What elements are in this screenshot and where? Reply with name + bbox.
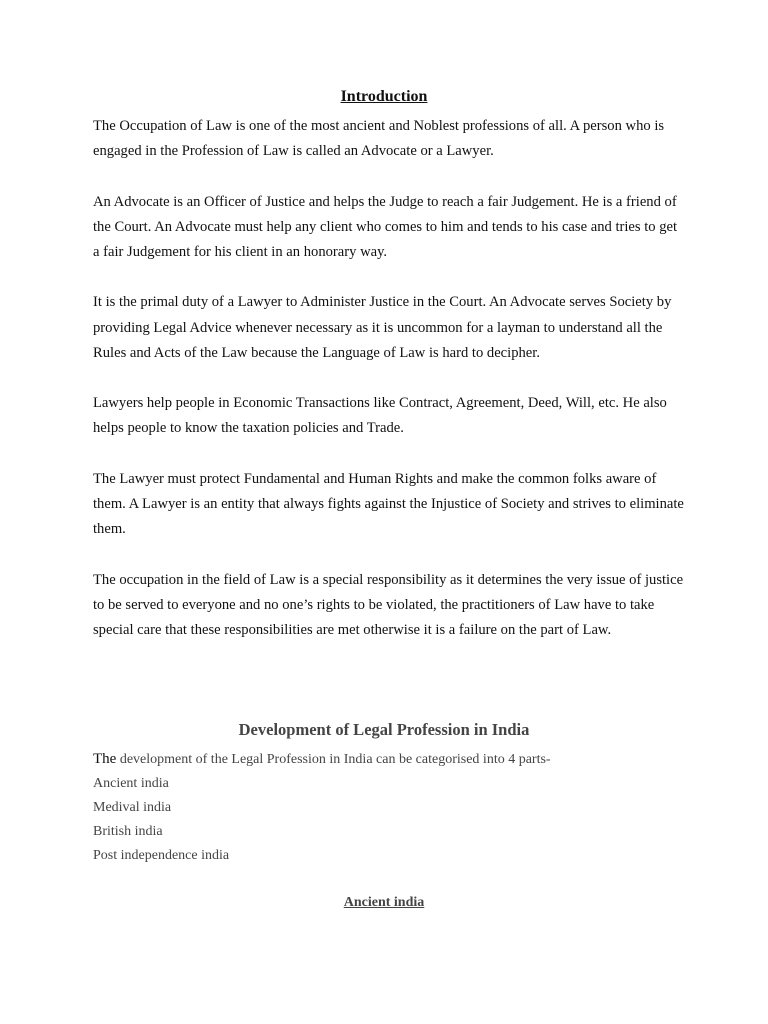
introduction-body xyxy=(93,114,685,668)
paragraph: It is the primal duty of a Lawyer to Administer Justice in the Court. An Advocate serves Society by providing Legal Advice whenever necessary as it is uncommon for a layman to understand all the Rules and Acts of the Law because the Language of Law is hard to decipher. xyxy=(93,294,672,361)
paragraph: The Lawyer must protect Fundamental and Human Rights and make the common folks aware of them. A Lawyer is an entity that always fights against the Injustice of Society and strives to eliminate them. xyxy=(93,470,684,538)
list-item: Post independence india xyxy=(93,848,230,863)
list-intro-rest: development of the Legal Profession in India can be categorised into 4 parts- xyxy=(116,752,551,767)
section-heading: Development of Legal Profession in India xyxy=(238,720,530,739)
categories-list xyxy=(93,747,551,868)
subsection-heading: Ancient india xyxy=(343,895,425,910)
paragraph: The occupation in the field of Law is a special responsibility as it determines the very issue of justice to be served to everyone and no one’s rights to be violated, the practitioners of Law have to take special care that these responsibilities are met otherwise it is a failure on the part of Law. xyxy=(93,571,684,638)
list-intro xyxy=(93,747,551,772)
list-item: Ancient india xyxy=(93,776,169,791)
list-intro-lead: The xyxy=(93,751,117,767)
page-title: Introduction xyxy=(340,88,428,105)
paragraph: An Advocate is an Officer of Justice and helps the Judge to reach a fair Judgement. He is a friend of the Court. An Advocate must help any client who comes to him and tends to his case and tries to get a fair Judgement for his client in an honorary way. xyxy=(93,193,678,260)
list-item: Medival india xyxy=(93,800,172,815)
paragraph: The Occupation of Law is one of the most ancient and Noblest professions of all. A person who is engaged in the Profession of Law is called an Advocate or a Lawyer. xyxy=(93,118,665,160)
list-item: British india xyxy=(93,824,163,839)
paragraph: Lawyers help people in Economic Transactions like Contract, Agreement, Deed, Will, etc. He also helps people to know the taxation policies and Trade. xyxy=(93,395,667,437)
